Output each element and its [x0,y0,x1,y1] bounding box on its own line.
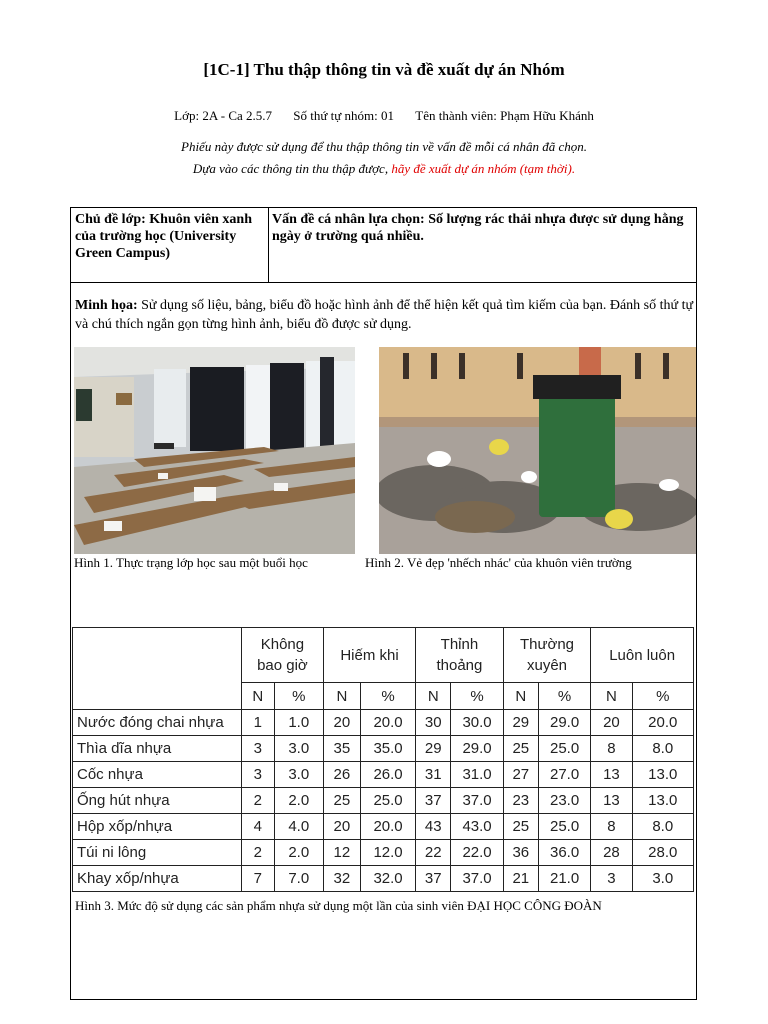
instruction-suffix: . [571,161,576,176]
count-cell: 26 [323,762,360,788]
count-cell: 3 [242,762,275,788]
percent-cell: 20.0 [360,814,415,840]
count-cell: 29 [503,710,538,736]
count-cell: 43 [416,814,451,840]
percent-cell: 21.0 [538,866,590,892]
percent-cell: 25.0 [360,788,415,814]
count-cell: 30 [416,710,451,736]
figure-2-caption: Hình 2. Vẻ đẹp 'nhếch nhác' của khuôn viên trường [365,555,632,570]
percent-cell: 3.0 [274,762,323,788]
column-header-line: Luôn luôn [609,646,676,664]
count-cell: 25 [503,736,538,762]
plastic-usage-table [72,627,694,892]
row-item-label: Khay xốp/nhựa [73,866,242,892]
table-row [73,814,694,840]
table-row [73,866,694,892]
sub-header-pct: % [360,683,415,710]
count-cell: 12 [323,840,360,866]
column-header-line: Không [260,636,305,653]
percent-cell: 27.0 [538,762,590,788]
count-cell: 37 [416,788,451,814]
column-header-line: xuyên [526,657,568,674]
percent-cell: 43.0 [451,814,503,840]
sub-header-n: N [242,683,275,710]
group-label: Số thứ tự nhóm: 01 [293,108,395,123]
percent-cell: 36.0 [538,840,590,866]
instruction-line-2 [0,161,768,177]
count-cell: 31 [416,762,451,788]
percent-cell: 2.0 [274,788,323,814]
percent-cell: 37.0 [451,788,503,814]
row-item-label: Ống hút nhựa [73,788,242,814]
percent-cell: 8.0 [632,736,693,762]
individual-issue: Vấn đề cá nhân lựa chọn: Số lượng rác thải nhựa được sử dụng hằng ngày ở trường quá nhiều. [272,212,684,244]
count-cell: 20 [323,710,360,736]
count-cell: 29 [416,736,451,762]
count-cell: 36 [503,840,538,866]
count-cell: 37 [416,866,451,892]
percent-cell: 28.0 [632,840,693,866]
column-header-line: Thỉnh [440,636,479,653]
column-header [416,628,504,683]
count-cell: 27 [503,762,538,788]
sub-header-pct: % [274,683,323,710]
percent-cell: 13.0 [632,788,693,814]
page-title: [1C-1] Thu thập thông tin và đề xuất dự án Nhóm [203,60,565,79]
percent-cell: 32.0 [360,866,415,892]
column-header [503,628,591,683]
sub-header-n: N [591,683,632,710]
count-cell: 1 [242,710,275,736]
form-meta [0,108,768,124]
sub-header-n: N [323,683,360,710]
count-cell: 3 [591,866,632,892]
instruction-line-1: Phiếu này được sử dụng để thu thập thông tin về vấn đề mỗi cá nhân đã chọn. [181,139,587,154]
sub-header-n: N [416,683,451,710]
instruction-prefix: Dựa vào các thông tin thu thập được, [192,161,392,176]
row-item-label: Nước đóng chai nhựa [73,710,242,736]
classroom-photo [74,347,355,554]
figure-3-caption: Hình 3. Mức độ sử dụng các sản phẩm nhựa sử dụng một lần của sinh viên ĐẠI HỌC CÔNG ĐOÀN [75,898,602,913]
count-cell: 13 [591,762,632,788]
table-row [73,710,694,736]
count-cell: 8 [591,736,632,762]
count-cell: 8 [591,814,632,840]
percent-cell: 35.0 [360,736,415,762]
count-cell: 4 [242,814,275,840]
count-cell: 13 [591,788,632,814]
percent-cell: 7.0 [274,866,323,892]
column-header [242,628,324,683]
count-cell: 3 [242,736,275,762]
sub-header-pct: % [632,683,693,710]
illustration-label: Minh họa: [75,298,138,313]
trash-bin-photo [379,347,696,554]
count-cell: 25 [503,814,538,840]
count-cell: 28 [591,840,632,866]
table-row [73,736,694,762]
sub-header-pct: % [538,683,590,710]
percent-cell: 25.0 [538,814,590,840]
row-item-label: Thìa dĩa nhựa [73,736,242,762]
count-cell: 2 [242,840,275,866]
illustration-instructions [75,296,695,334]
topic-row-divider [71,282,696,283]
table-header-row [73,628,694,683]
sub-header-n: N [503,683,538,710]
empty-corner-cell [73,628,242,710]
percent-cell: 29.0 [538,710,590,736]
member-label: Tên thành viên: Phạm Hữu Khánh [415,108,594,123]
count-cell: 22 [416,840,451,866]
count-cell: 23 [503,788,538,814]
percent-cell: 29.0 [451,736,503,762]
topic-column-divider [268,208,269,282]
percent-cell: 37.0 [451,866,503,892]
percent-cell: 25.0 [538,736,590,762]
illustration-text: Sử dụng số liệu, bảng, biểu đồ hoặc hình ảnh để thể hiện kết quả tìm kiếm của bạn. Đánh số thứ tự và chú thích ngắn gọn từng hình ảnh, biểu đồ được sử dụng. [75,298,694,332]
percent-cell: 12.0 [360,840,415,866]
column-header [323,628,415,683]
percent-cell: 23.0 [538,788,590,814]
percent-cell: 2.0 [274,840,323,866]
percent-cell: 20.0 [632,710,693,736]
percent-cell: 3.0 [274,736,323,762]
count-cell: 7 [242,866,275,892]
table-row [73,762,694,788]
column-header-line: bao giờ [257,657,308,674]
percent-cell: 22.0 [451,840,503,866]
count-cell: 20 [591,710,632,736]
row-item-label: Túi ni lông [73,840,242,866]
row-item-label: Cốc nhựa [73,762,242,788]
column-header-line: Hiếm khi [340,646,399,664]
count-cell: 21 [503,866,538,892]
count-cell: 35 [323,736,360,762]
sub-header-pct: % [451,683,503,710]
count-cell: 2 [242,788,275,814]
table-row [73,840,694,866]
percent-cell: 26.0 [360,762,415,788]
percent-cell: 20.0 [360,710,415,736]
class-topic: Chủ đề lớp: Khuôn viên xanh của trường học (University Green Campus) [75,212,252,261]
row-item-label: Hộp xốp/nhựa [73,814,242,840]
class-label: Lớp: 2A - Ca 2.5.7 [174,108,273,123]
column-header-line: Thường [519,636,575,653]
count-cell: 32 [323,866,360,892]
percent-cell: 1.0 [274,710,323,736]
percent-cell: 3.0 [632,866,693,892]
table-row [73,788,694,814]
percent-cell: 4.0 [274,814,323,840]
percent-cell: 31.0 [451,762,503,788]
column-header [591,628,694,683]
percent-cell: 13.0 [632,762,693,788]
instruction-highlight: hãy đề xuất dự án nhóm (tạm thời) [391,161,572,176]
count-cell: 25 [323,788,360,814]
percent-cell: 30.0 [451,710,503,736]
count-cell: 20 [323,814,360,840]
table-body [73,710,694,892]
column-header-line: thoảng [436,657,483,674]
figure-1-caption: Hình 1. Thực trạng lớp học sau một buổi học [74,555,308,570]
percent-cell: 8.0 [632,814,693,840]
